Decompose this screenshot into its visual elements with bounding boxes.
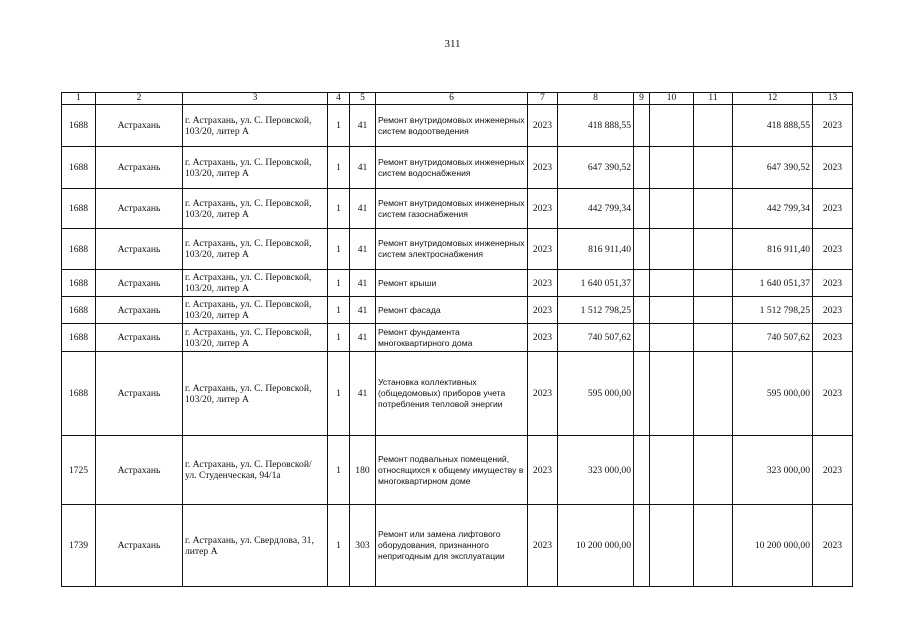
cell-col5-cell: 41 xyxy=(350,270,376,297)
cell-col9-cell xyxy=(634,270,650,297)
cell-col9-cell xyxy=(634,229,650,270)
cell-col11-cell xyxy=(694,147,733,189)
municipality-cell: Астрахань xyxy=(96,147,183,189)
cost-fund-cell: 595 000,00 xyxy=(733,352,813,436)
address-cell: г. Астрахань, ул. С. Перовской, 103/20, литер А xyxy=(183,147,328,189)
record-id-cell: 1725 xyxy=(62,436,96,505)
municipality-cell: Астрахань xyxy=(96,229,183,270)
cell-col9-cell xyxy=(634,147,650,189)
address-cell: г. Астрахань, ул. С. Перовской/ ул. Студенческая, 94/1а xyxy=(183,436,328,505)
table-body xyxy=(62,93,853,587)
completion-year-cell: 2023 xyxy=(813,436,853,505)
completion-year-cell: 2023 xyxy=(813,352,853,436)
column-number: 9 xyxy=(634,93,650,105)
record-id-cell: 1688 xyxy=(62,352,96,436)
cost-total-cell: 595 000,00 xyxy=(558,352,634,436)
cell-col4-cell: 1 xyxy=(328,436,350,505)
cell-col9-cell xyxy=(634,105,650,147)
column-number: 1 xyxy=(62,93,96,105)
cell-col10-cell xyxy=(650,270,694,297)
cell-col5-cell: 41 xyxy=(350,189,376,229)
cell-col4-cell: 1 xyxy=(328,105,350,147)
column-number: 6 xyxy=(376,93,528,105)
work-type-cell: Ремонт фасада xyxy=(376,297,528,324)
cost-total-cell: 740 507,62 xyxy=(558,324,634,352)
municipality-cell: Астрахань xyxy=(96,189,183,229)
column-number: 13 xyxy=(813,93,853,105)
record-id-cell: 1688 xyxy=(62,105,96,147)
cell-col5-cell: 303 xyxy=(350,505,376,587)
cell-col11-cell xyxy=(694,270,733,297)
column-number: 3 xyxy=(183,93,328,105)
cost-fund-cell: 418 888,55 xyxy=(733,105,813,147)
cell-col10-cell xyxy=(650,147,694,189)
table-row xyxy=(62,505,853,587)
completion-year-cell: 2023 xyxy=(813,505,853,587)
municipality-cell: Астрахань xyxy=(96,324,183,352)
table-row xyxy=(62,229,853,270)
record-id-cell: 1688 xyxy=(62,324,96,352)
record-id-cell: 1688 xyxy=(62,189,96,229)
year-cell: 2023 xyxy=(528,436,558,505)
cell-col11-cell xyxy=(694,505,733,587)
column-number: 7 xyxy=(528,93,558,105)
cell-col5-cell: 180 xyxy=(350,436,376,505)
year-cell: 2023 xyxy=(528,229,558,270)
municipality-cell: Астрахань xyxy=(96,505,183,587)
table-row xyxy=(62,189,853,229)
completion-year-cell: 2023 xyxy=(813,105,853,147)
cell-col4-cell: 1 xyxy=(328,352,350,436)
cell-col4-cell: 1 xyxy=(328,324,350,352)
cost-total-cell: 1 640 051,37 xyxy=(558,270,634,297)
cell-col9-cell xyxy=(634,352,650,436)
cell-col9-cell xyxy=(634,297,650,324)
cell-col5-cell: 41 xyxy=(350,297,376,324)
column-number: 8 xyxy=(558,93,634,105)
work-type-cell: Ремонт фундамента многоквартирного дома xyxy=(376,324,528,352)
cell-col5-cell: 41 xyxy=(350,147,376,189)
cell-col10-cell xyxy=(650,505,694,587)
cell-col9-cell xyxy=(634,505,650,587)
address-cell: г. Астрахань, ул. С. Перовской, 103/20, литер А xyxy=(183,352,328,436)
cost-fund-cell: 740 507,62 xyxy=(733,324,813,352)
cell-col11-cell xyxy=(694,436,733,505)
work-type-cell: Ремонт внутридомовых инженерных систем водоотведения xyxy=(376,105,528,147)
completion-year-cell: 2023 xyxy=(813,229,853,270)
record-id-cell: 1739 xyxy=(62,505,96,587)
municipality-cell: Астрахань xyxy=(96,352,183,436)
year-cell: 2023 xyxy=(528,352,558,436)
cell-col9-cell xyxy=(634,189,650,229)
completion-year-cell: 2023 xyxy=(813,324,853,352)
column-number: 10 xyxy=(650,93,694,105)
cell-col11-cell xyxy=(694,324,733,352)
table-row xyxy=(62,352,853,436)
cost-fund-cell: 647 390,52 xyxy=(733,147,813,189)
page-number: 311 xyxy=(444,38,461,50)
record-id-cell: 1688 xyxy=(62,270,96,297)
completion-year-cell: 2023 xyxy=(813,189,853,229)
year-cell: 2023 xyxy=(528,270,558,297)
cost-fund-cell: 1 640 051,37 xyxy=(733,270,813,297)
cell-col10-cell xyxy=(650,324,694,352)
work-type-cell: Ремонт внутридомовых инженерных систем водоснабжения xyxy=(376,147,528,189)
cell-col5-cell: 41 xyxy=(350,105,376,147)
cell-col4-cell: 1 xyxy=(328,505,350,587)
cost-fund-cell: 442 799,34 xyxy=(733,189,813,229)
cost-total-cell: 816 911,40 xyxy=(558,229,634,270)
address-cell: г. Астрахань, ул. Свердлова, 31, литер А xyxy=(183,505,328,587)
cell-col9-cell xyxy=(634,436,650,505)
municipality-cell: Астрахань xyxy=(96,436,183,505)
cell-col9-cell xyxy=(634,324,650,352)
cell-col4-cell: 1 xyxy=(328,147,350,189)
completion-year-cell: 2023 xyxy=(813,297,853,324)
cell-col10-cell xyxy=(650,229,694,270)
column-number-row xyxy=(62,93,853,105)
cell-col10-cell xyxy=(650,436,694,505)
cell-col10-cell xyxy=(650,105,694,147)
cell-col11-cell xyxy=(694,297,733,324)
cell-col4-cell: 1 xyxy=(328,229,350,270)
work-type-cell: Ремонт крыши xyxy=(376,270,528,297)
cell-col10-cell xyxy=(650,189,694,229)
year-cell: 2023 xyxy=(528,505,558,587)
address-cell: г. Астрахань, ул. С. Перовской, 103/20, литер А xyxy=(183,297,328,324)
table-row xyxy=(62,324,853,352)
cell-col10-cell xyxy=(650,297,694,324)
address-cell: г. Астрахань, ул. С. Перовской, 103/20, литер А xyxy=(183,324,328,352)
record-id-cell: 1688 xyxy=(62,229,96,270)
year-cell: 2023 xyxy=(528,189,558,229)
cost-fund-cell: 323 000,00 xyxy=(733,436,813,505)
table-row xyxy=(62,436,853,505)
table-row xyxy=(62,105,853,147)
cell-col4-cell: 1 xyxy=(328,270,350,297)
cell-col4-cell: 1 xyxy=(328,297,350,324)
municipality-cell: Астрахань xyxy=(96,105,183,147)
cost-total-cell: 10 200 000,00 xyxy=(558,505,634,587)
cell-col5-cell: 41 xyxy=(350,324,376,352)
cell-col5-cell: 41 xyxy=(350,229,376,270)
cost-total-cell: 442 799,34 xyxy=(558,189,634,229)
column-number: 2 xyxy=(96,93,183,105)
cell-col10-cell xyxy=(650,352,694,436)
work-type-cell: Ремонт подвальных помещений, относящихся к общему имуществу в многоквартирном доме xyxy=(376,436,528,505)
municipality-cell: Астрахань xyxy=(96,297,183,324)
address-cell: г. Астрахань, ул. С. Перовской, 103/20, литер А xyxy=(183,189,328,229)
year-cell: 2023 xyxy=(528,324,558,352)
cost-fund-cell: 10 200 000,00 xyxy=(733,505,813,587)
cell-col11-cell xyxy=(694,229,733,270)
cost-total-cell: 1 512 798,25 xyxy=(558,297,634,324)
cost-fund-cell: 1 512 798,25 xyxy=(733,297,813,324)
column-number: 12 xyxy=(733,93,813,105)
work-type-cell: Ремонт внутридомовых инженерных систем электроснабжения xyxy=(376,229,528,270)
column-number: 5 xyxy=(350,93,376,105)
year-cell: 2023 xyxy=(528,297,558,324)
completion-year-cell: 2023 xyxy=(813,147,853,189)
cost-total-cell: 418 888,55 xyxy=(558,105,634,147)
cost-total-cell: 647 390,52 xyxy=(558,147,634,189)
address-cell: г. Астрахань, ул. С. Перовской, 103/20, литер А xyxy=(183,270,328,297)
column-number: 11 xyxy=(694,93,733,105)
cell-col4-cell: 1 xyxy=(328,189,350,229)
work-type-cell: Ремонт внутридомовых инженерных систем газоснабжения xyxy=(376,189,528,229)
completion-year-cell: 2023 xyxy=(813,270,853,297)
cell-col11-cell xyxy=(694,105,733,147)
document-table xyxy=(61,92,853,587)
table-row xyxy=(62,147,853,189)
address-cell: г. Астрахань, ул. С. Перовской, 103/20, литер А xyxy=(183,105,328,147)
cell-col11-cell xyxy=(694,189,733,229)
table-row xyxy=(62,270,853,297)
table-row xyxy=(62,297,853,324)
column-number: 4 xyxy=(328,93,350,105)
work-type-cell: Установка коллективных (общедомовых) приборов учета потребления тепловой энергии xyxy=(376,352,528,436)
record-id-cell: 1688 xyxy=(62,297,96,324)
year-cell: 2023 xyxy=(528,105,558,147)
work-type-cell: Ремонт или замена лифтового оборудования, признанного непригодным для эксплуатации xyxy=(376,505,528,587)
cost-total-cell: 323 000,00 xyxy=(558,436,634,505)
municipality-cell: Астрахань xyxy=(96,270,183,297)
cell-col11-cell xyxy=(694,352,733,436)
year-cell: 2023 xyxy=(528,147,558,189)
cell-col5-cell: 41 xyxy=(350,352,376,436)
address-cell: г. Астрахань, ул. С. Перовской, 103/20, литер А xyxy=(183,229,328,270)
cost-fund-cell: 816 911,40 xyxy=(733,229,813,270)
record-id-cell: 1688 xyxy=(62,147,96,189)
